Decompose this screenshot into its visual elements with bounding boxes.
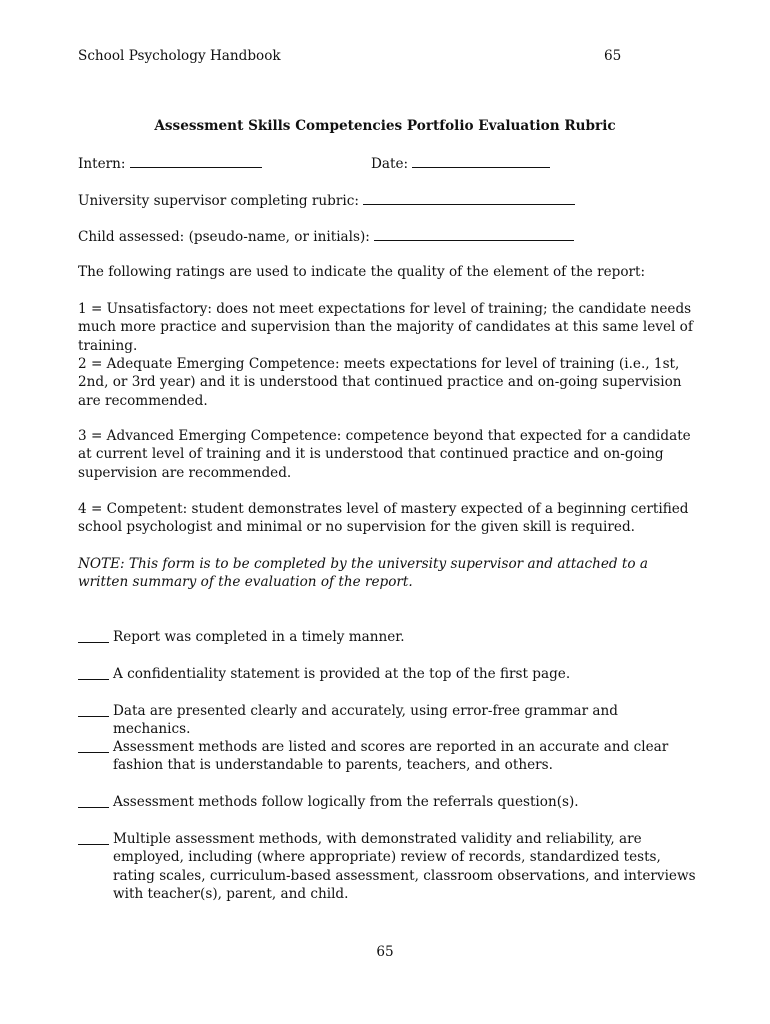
child-assessed-field [78, 227, 574, 246]
running-header-title: School Psychology Handbook [78, 48, 281, 64]
child-assessed-blank-line[interactable] [374, 227, 574, 241]
note: NOTE: This form is to be completed by the university supervisor and attached to a written summary of the evaluation of the report. [78, 556, 648, 591]
intern-field [78, 154, 262, 173]
rating-4: 4 = Competent: student demonstrates level of mastery expected of a beginning certified school psychologist and minimal or no supervision for the given skill is required. [78, 501, 689, 536]
score-blank-line[interactable] [78, 628, 109, 643]
checklist-item-text: A confidentiality statement is provided at the top of the first page. [113, 666, 571, 682]
score-blank-line[interactable] [78, 702, 109, 717]
checklist-item-text: Multiple assessment methods, with demonstrated validity and reliability, are employed, including (where appropriate) review of records, standardized tests, rating scales, curriculum-based assessment, classroom observations, and interviews with teacher(s), parent, and child. [113, 831, 696, 902]
date-blank-line[interactable] [412, 154, 550, 168]
rating-1: 1 = Unsatisfactory: does not meet expectations for level of training; the candidate needs much more practice and supervision than the majority of candidates at this same level of training. [78, 301, 693, 354]
ratings-intro: The following ratings are used to indicate the quality of the element of the report: [78, 264, 646, 280]
checklist-item-text: Assessment methods are listed and scores are reported in an accurate and clear fashion that is understandable to parents, teachers, and others. [113, 739, 669, 774]
footer-page-number: 65 [376, 944, 394, 960]
intern-blank-line[interactable] [130, 154, 262, 168]
score-blank-line[interactable] [78, 830, 109, 845]
rating-3: 3 = Advanced Emerging Competence: competence beyond that expected for a candidate at current level of training and it is understood that continued practice and on-going supervision are recommended. [78, 428, 691, 481]
score-blank-line[interactable] [78, 665, 109, 680]
intern-label: Intern: [78, 156, 126, 172]
checklist-item-text: Report was completed in a timely manner. [113, 629, 405, 645]
date-label: Date: [371, 156, 409, 172]
checklist-item-text: Data are presented clearly and accurately, using error-free grammar and mechanics. [113, 703, 618, 738]
checklist-item-text: Assessment methods follow logically from the referrals question(s). [113, 794, 579, 810]
running-header-page-number: 65 [604, 48, 622, 64]
supervisor-blank-line[interactable] [363, 191, 575, 205]
rating-2: 2 = Adequate Emerging Competence: meets expectations for level of training (i.e., 1st, 2nd, or 3rd year) and it is understood that continued practice and on-going supervision are recommended. [78, 356, 682, 409]
score-blank-line[interactable] [78, 738, 109, 753]
date-field [371, 154, 550, 173]
supervisor-field [78, 191, 575, 210]
supervisor-label: University supervisor completing rubric: [78, 193, 359, 209]
document-title: Assessment Skills Competencies Portfolio Evaluation Rubric [154, 118, 616, 134]
score-blank-line[interactable] [78, 793, 109, 808]
child-assessed-label: Child assessed: (pseudo-name, or initials): [78, 229, 370, 245]
